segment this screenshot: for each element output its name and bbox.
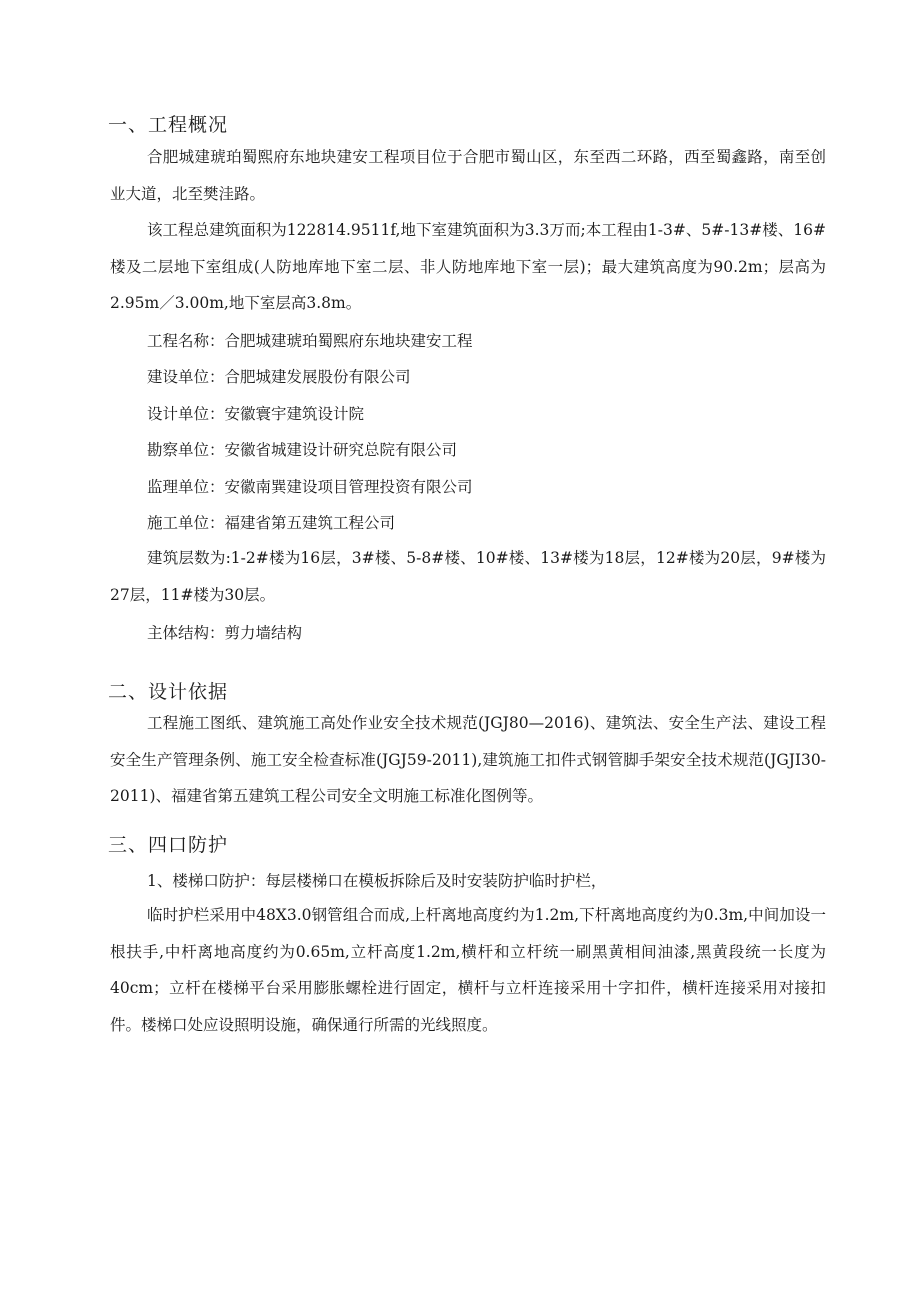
- stair-protection-item: 1、楼梯口防护：每层楼梯口在模板拆除后及时安装防护临时护栏，: [147, 872, 607, 890]
- project-name-line: 工程名称：合肥城建琥珀蜀熙府东地块建安工程: [147, 332, 473, 350]
- section-2-heading: 二、设计依据: [108, 681, 229, 703]
- builder-line: 建设单位：合肥城建发展股份有限公司: [147, 368, 411, 386]
- section-1-area-paragraph: 该工程总建筑面积为122814.9511f,地下室建筑面积为3.3万而;本工程由1-3#、5#-13#楼、16#楼及二层地下室组成(人防地库地下室二层、非人防地库地下室一层)；最大建筑高度为90.2m；层高为2.95m／3.00m,地下室层高3.8m。: [110, 221, 826, 312]
- surveyor-line: 勘察单位：安徽省城建设计研究总院有限公司: [147, 441, 458, 459]
- guardrail-paragraph: 临时护栏采用中48X3.0钢管组合而成,上杆离地高度约为1.2m,下杆离地高度约为0.3m,中间加设一根扶手,中杆离地高度约为0.65m,立杆高度1.2m,横杆和立杆统一刷黑黄相间油漆,黑黄段统一长度为40cm；立杆在楼梯平台采用膨胀螺栓进行固定，横杆与立杆连接采用十字扣件，横杆连接采用对接扣件。楼梯口处应设照明设施，确保通行所需的光线照度。: [110, 906, 826, 1034]
- section-1-heading: 一、工程概况: [108, 114, 229, 136]
- section-3-heading: 三、四口防护: [108, 834, 229, 856]
- structure-line: 主体结构：剪力墙结构: [147, 624, 303, 642]
- design-basis-paragraph: 工程施工图纸、建筑施工高处作业安全技术规范(JGJ80—2016)、建筑法、安全生产法、建设工程安全生产管理条例、施工安全检查标准(JGJ59-2011),建筑施工扣件式钢管脚手架安全技术规范(JGJI30-2011)、福建省第五建筑工程公司安全文明施工标准化图例等。: [110, 714, 826, 805]
- section-1-location-paragraph: 合肥城建琥珀蜀熙府东地块建安工程项目位于合肥市蜀山区，东至西二环路，西至蜀鑫路，南至创业大道，北至樊洼路。: [110, 148, 826, 203]
- supervisor-line: 监理单位：安徽南巽建设项目管理投资有限公司: [147, 478, 473, 496]
- designer-line: 设计单位：安徽寰宇建筑设计院: [147, 405, 365, 423]
- floor-count-paragraph: 建筑层数为:1-2#楼为16层，3#楼、5-8#楼、10#楼、13#楼为18层，12#楼为20层，9#楼为27层，11#楼为30层。: [110, 549, 826, 604]
- contractor-line: 施工单位：福建省第五建筑工程公司: [147, 514, 396, 532]
